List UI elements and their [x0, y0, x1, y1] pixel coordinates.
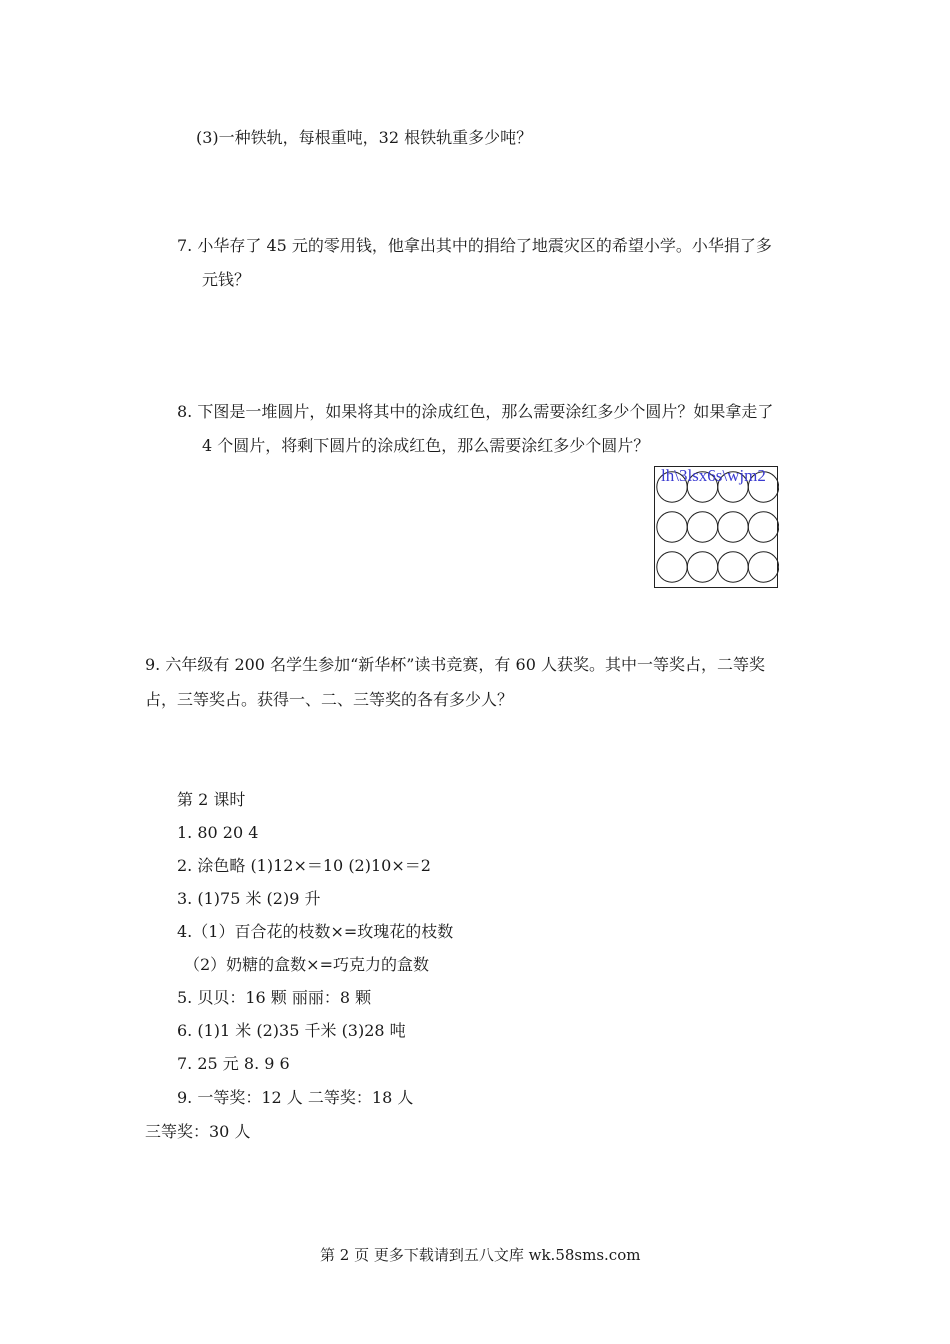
circle-piece	[657, 552, 687, 582]
page-footer: 第 2 页 更多下载请到五八文库 wk.58sms.com	[320, 1246, 641, 1264]
figure-label: lh\3lsx6s\wjm2	[661, 466, 766, 485]
answer-1: 1. 80 20 4	[177, 823, 259, 842]
question-7-line2: 元钱？	[202, 270, 251, 289]
answers-title: 第 2 课时	[177, 790, 246, 809]
circle-pile-figure	[654, 466, 778, 588]
answer-4-line1: 4.（1）百合花的枝数×=玫瑰花的枝数	[177, 922, 454, 941]
circle-piece	[687, 512, 717, 542]
question-7-line1: 7. 小华存了 45 元的零用钱，他拿出其中的捐给了地震灾区的希望小学。小华捐了多	[177, 236, 772, 255]
circle-piece	[687, 552, 717, 582]
circle-piece	[748, 512, 778, 542]
answer-3: 3. (1)75 米 (2)9 升	[177, 889, 321, 908]
question-9-line2: 占，三等奖占。获得一、二、三等奖的各有多少人？	[145, 690, 514, 709]
question-8-line1: 8. 下图是一堆圆片，如果将其中的涂成红色，那么需要涂红多少个圆片？如果拿走了	[177, 402, 774, 421]
answer-9-line1: 9. 一等奖：12 人 二等奖：18 人	[177, 1088, 414, 1107]
answer-7-8: 7. 25 元 8. 9 6	[177, 1054, 290, 1073]
answer-2: 2. 涂色略 (1)12×＝10 (2)10×＝2	[177, 856, 431, 875]
answer-9-line2: 三等奖：30 人	[145, 1122, 251, 1141]
question-8-line2: 4 个圆片，将剩下圆片的涂成红色，那么需要涂红多少个圆片？	[202, 436, 650, 455]
answer-4-line2: （2）奶糖的盒数×=巧克力的盒数	[184, 955, 429, 974]
answer-5: 5. 贝贝：16 颗 丽丽：8 颗	[177, 988, 372, 1007]
circle-piece	[657, 512, 687, 542]
answer-6: 6. (1)1 米 (2)35 千米 (3)28 吨	[177, 1021, 406, 1040]
circle-piece	[718, 512, 748, 542]
circle-piece	[718, 552, 748, 582]
circle-grid	[655, 467, 779, 589]
question-9-line1: 9. 六年级有 200 名学生参加“新华杯”读书竞赛，有 60 人获奖。其中一等奖占，二等奖	[145, 655, 765, 674]
question-6-3: (3)一种铁轨，每根重吨，32 根铁轨重多少吨？	[196, 128, 533, 147]
circle-piece	[748, 552, 778, 582]
